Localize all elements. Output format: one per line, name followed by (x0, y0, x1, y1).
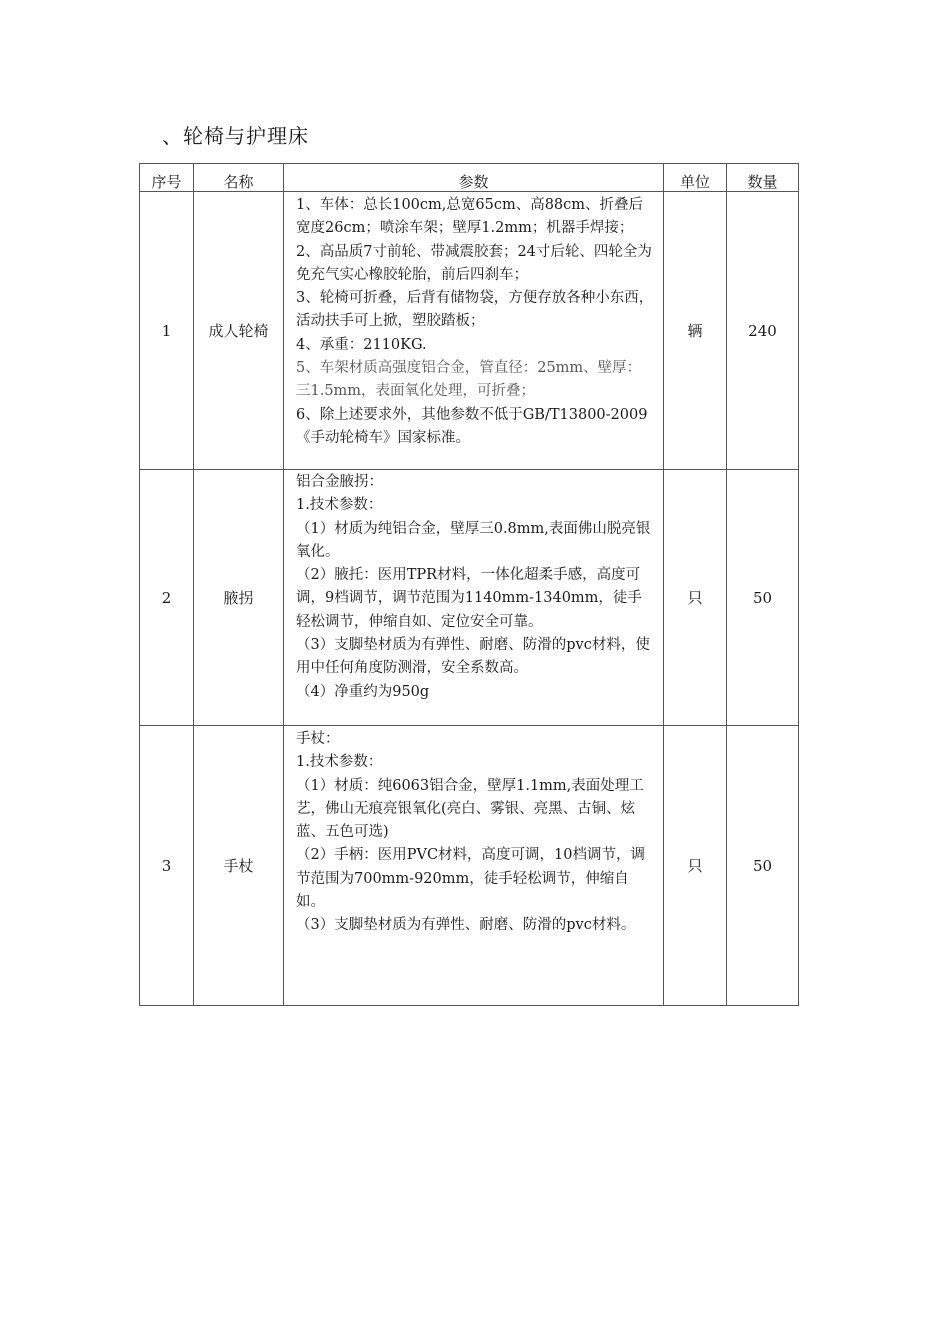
param-line: 1、车体：总长100cm,总宽65cm、高88cm、折叠后宽度26cm；喷涂车架；壁厚1.2mm；机器手焊接； (296, 197, 644, 237)
row-params (284, 470, 664, 726)
header-unit: 单位 (664, 164, 727, 192)
table-row (140, 726, 799, 1006)
row-name: 成人轮椅 (194, 192, 284, 470)
param-line: 铝合金腋拐： (296, 474, 383, 490)
param-line: 3、轮椅可折叠，后背有储物袋，方便存放各种小东西，活动扶手可上掀，塑胶踏板； (296, 290, 654, 330)
header-name: 名称 (194, 164, 284, 192)
param-line: 4、承重：2110KG. (296, 336, 427, 353)
row-unit: 只 (664, 726, 727, 1006)
product-table (139, 163, 799, 1006)
param-line: 1.技术参数： (296, 754, 383, 771)
row-no: 1 (140, 192, 194, 470)
param-line: 2、高品质7寸前轮、带减震胶套；24寸后轮、四轮全为免充气实心橡胶轮胎，前后四刹车； (296, 243, 652, 283)
page-title: 、轮椅与护理床 (162, 124, 309, 148)
param-line: （2）手柄：医用PVC材料，高度可调，10档调节，调节范围为700mm-920mm，徒手轻松调节，伸缩自如。 (296, 847, 645, 911)
row-name: 腋拐 (194, 470, 284, 726)
header-params: 参数 (284, 164, 664, 192)
param-line: （4）净重约为950g (296, 683, 430, 700)
row-no: 2 (140, 470, 194, 726)
param-line: （1）材质为纯铝合金，壁厚三0.8mm,表面佛山脱亮银氧化。 (296, 520, 651, 560)
row-qty: 240 (727, 192, 799, 470)
row-unit: 只 (664, 470, 727, 726)
param-line: 1.技术参数： (296, 497, 383, 514)
row-params (284, 726, 664, 1006)
param-line: （2）腋托：医用TPR材料，一体化超柔手感，高度可调，9档调节，调节范围为1140mm-1340mm，徒手轻松调节，伸缩自如、定位安全可靠。 (296, 567, 642, 630)
param-line: 5、车架材质高强度铝合金，管直径：25mm、壁厚：三1.5mm，表面氧化处理，可折叠； (296, 360, 642, 400)
param-line: 6、除上述要求外，其他参数不低于GB/T13800-2009《手动轮椅车》国家标准。 (296, 406, 648, 446)
row-qty: 50 (727, 470, 799, 726)
row-qty: 50 (727, 726, 799, 1006)
row-params (284, 192, 664, 470)
table-row (140, 470, 799, 726)
param-line: （3）支脚垫材质为有弹性、耐磨、防滑的pvc材料。 (296, 917, 636, 934)
table-header-row (140, 164, 799, 192)
header-no: 序号 (140, 164, 194, 192)
param-line: （3）支脚垫材质为有弹性、耐磨、防滑的pvc材料，使用中任何角度防测滑，安全系数高。 (296, 637, 650, 677)
row-name: 手杖 (194, 726, 284, 1006)
header-qty: 数量 (727, 164, 799, 192)
row-no: 3 (140, 726, 194, 1006)
param-line: 手杖： (296, 731, 340, 747)
param-line: （1）材质：纯6063铝合金，壁厚1.1mm,表面处理工艺，佛山无痕亮银氧化(亮白、雾银、亮黑、古铜、炫蓝、五色可选) (296, 777, 644, 841)
row-unit: 辆 (664, 192, 727, 470)
table-row (140, 192, 799, 470)
